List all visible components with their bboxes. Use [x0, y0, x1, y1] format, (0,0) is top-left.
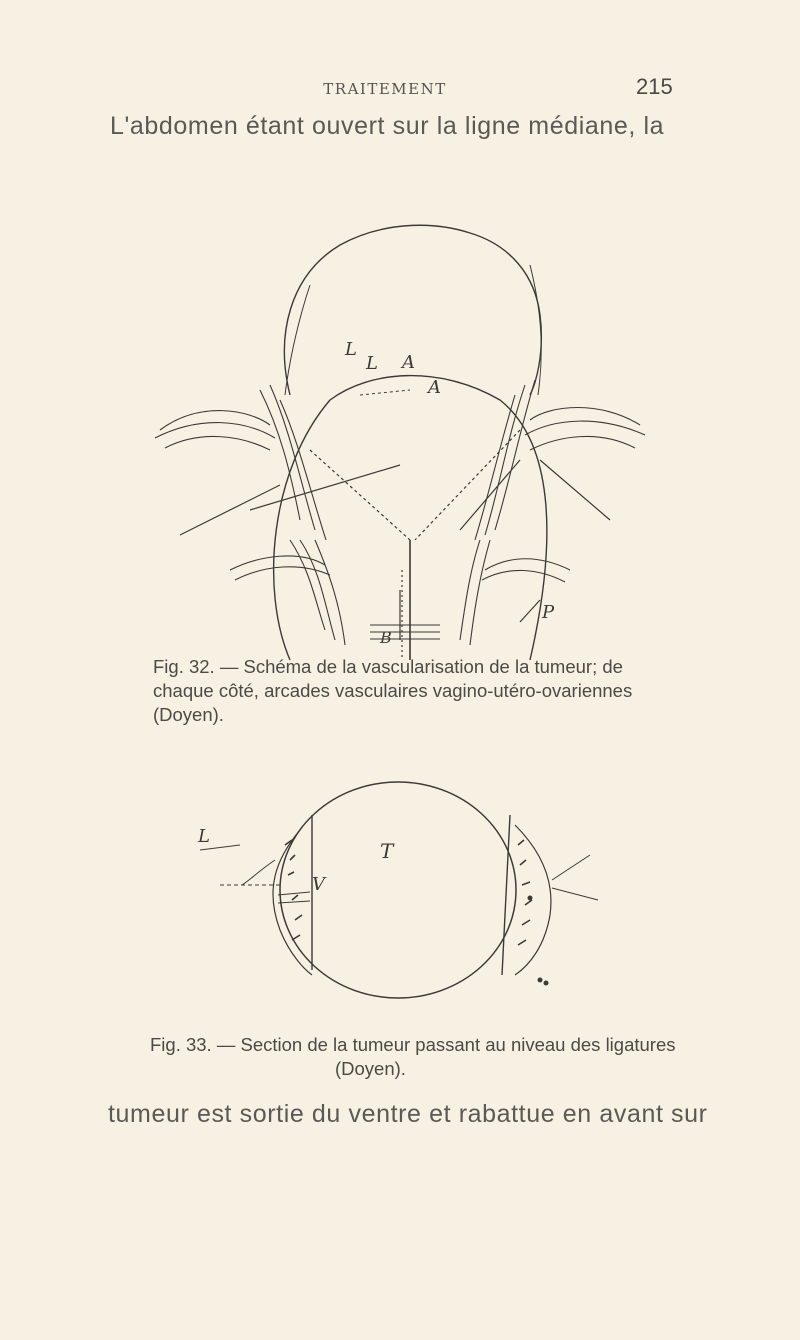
- figure-32-caption-line: Fig. 32. — Schéma de la vascularisation de la tumeur; de: [153, 656, 623, 677]
- figure-32-caption: [153, 655, 673, 727]
- figure-32-label-a: A: [402, 352, 415, 373]
- figure-33-label-l: L: [198, 826, 210, 847]
- figure-33-caption-line: (Doyen).: [335, 1058, 406, 1079]
- figure-33-caption-line: Fig. 33. — Section de la tumeur passant au niveau des ligatures: [150, 1034, 676, 1055]
- figure-32-caption-line: chaque côté, arcades vasculaires vagino-utéro-ovariennes: [153, 680, 633, 701]
- figure-32-label-p: P: [542, 602, 555, 623]
- figure-32-label-b: B: [380, 628, 392, 647]
- figure-33-caption: [150, 1033, 710, 1081]
- figure-33-label-v: V: [312, 874, 325, 895]
- running-title: TRAITEMENT: [323, 80, 447, 98]
- svg-text:A: A: [428, 377, 441, 398]
- figure-33-label-t: T: [380, 839, 394, 863]
- body-text-bottom: tumeur est sortie du ventre et rabattue en avant sur: [108, 1100, 708, 1128]
- figure-32-caption-line: (Doyen).: [153, 704, 224, 725]
- running-head: [0, 74, 800, 100]
- figure-32-dome: [140, 215, 660, 398]
- body-text-top: L'abdomen étant ouvert sur la ligne médiane, la: [110, 112, 665, 140]
- figure-32-label-l: L: [345, 339, 357, 360]
- svg-text:L: L: [366, 353, 378, 374]
- page-number: 215: [636, 74, 673, 99]
- figure-33-illustration: [180, 770, 620, 1020]
- figure-32-illustration: [140, 339, 660, 650]
